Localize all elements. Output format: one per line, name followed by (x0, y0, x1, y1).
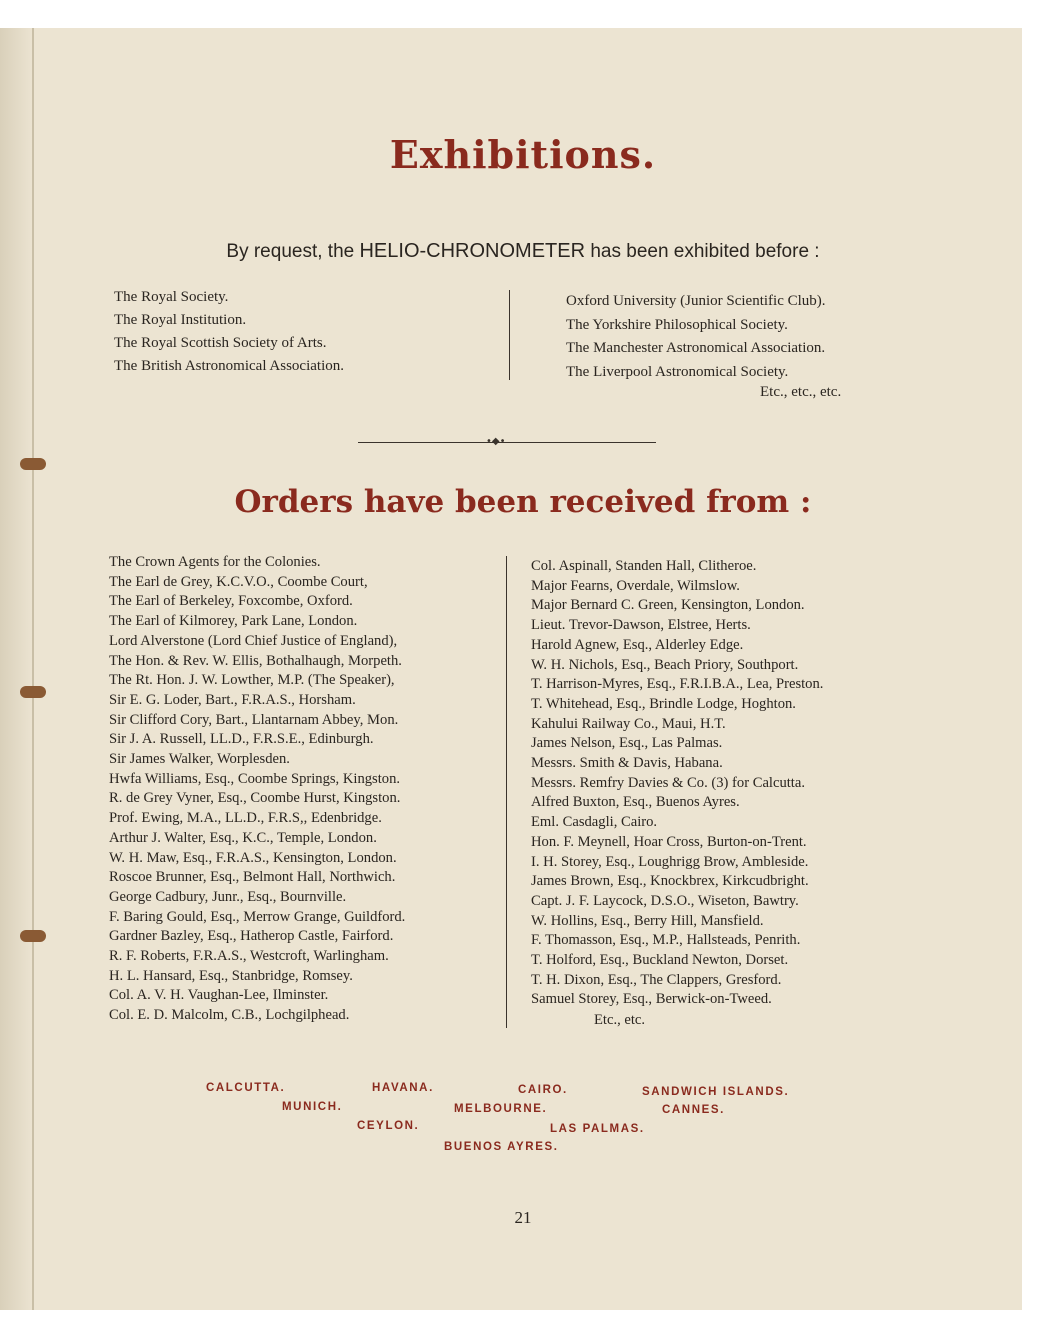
list-item: Col. A. V. H. Vaughan-Lee, Ilminster. (109, 987, 329, 1004)
intro-suffix: has been exhibited before : (585, 241, 820, 262)
column-divider (506, 556, 507, 1028)
rule-ornament: •◆• (486, 436, 506, 447)
list-item: Sir Clifford Cory, Bart., Llantarnam Abbey, Mon. (109, 711, 399, 728)
place-name: MELBOURNE. (454, 1103, 548, 1115)
list-item: James Nelson, Esq., Las Palmas. (531, 735, 723, 752)
list-item: T. H. Dixon, Esq., The Clappers, Gresford. (531, 971, 782, 988)
list-item: Major Fearns, Overdale, Wilmslow. (531, 577, 740, 594)
page-number: 21 (514, 1208, 532, 1227)
list-item: Col. E. D. Malcolm, C.B., Lochgilphead. (109, 1007, 350, 1024)
exhibitions-left-list (114, 286, 344, 378)
list-item: Samuel Storey, Esq., Berwick-on-Tweed. (531, 991, 772, 1008)
list-item: Messrs. Remfry Davies & Co. (3) for Calcutta. (531, 774, 805, 791)
list-item: R. de Grey Vyner, Esq., Coombe Hurst, Kingston. (109, 790, 401, 807)
list-item: Sir James Walker, Worplesden. (109, 751, 290, 768)
list-item: Harold Agnew, Esq., Alderley Edge. (531, 636, 744, 653)
list-item: T. Harrison-Myres, Esq., F.R.I.B.A., Lea, Preston. (531, 676, 824, 693)
place-name: LAS PALMAS. (550, 1123, 645, 1135)
list-item: George Cadbury, Junr., Esq., Bournville. (109, 888, 347, 905)
list-item: The Earl of Berkeley, Foxcombe, Oxford. (109, 593, 353, 610)
exhibitions-heading: Exhibitions. (389, 132, 657, 177)
list-item: Hwfa Williams, Esq., Coombe Springs, Kingston. (109, 770, 401, 787)
list-item: The Royal Institution. (114, 312, 247, 328)
list-item: Alfred Buxton, Esq., Buenos Ayres. (531, 794, 740, 811)
exhibitions-right-list (566, 290, 826, 384)
list-item: Hon. F. Meynell, Hoar Cross, Burton-on-Trent. (531, 833, 807, 850)
orders-right-list (531, 557, 823, 1010)
list-item: W. Hollins, Esq., Berry Hill, Mansfield. (531, 912, 764, 929)
list-item: The Liverpool Astronomical Society. (566, 363, 789, 380)
list-item: The Yorkshire Philosophical Society. (566, 316, 788, 333)
list-item: F. Baring Gould, Esq., Merrow Grange, Guildford. (109, 908, 406, 925)
list-item: Lieut. Trevor-Dawson, Elstree, Herts. (531, 617, 751, 634)
list-item: Major Bernard C. Green, Kensington, London. (531, 597, 805, 614)
place-name: BUENOS AYRES. (444, 1141, 559, 1153)
list-item: The Crown Agents for the Colonies. (109, 554, 321, 570)
binding-stitch (20, 458, 46, 470)
intro-instrument: HELIO-CHRONOMETER (359, 240, 586, 262)
list-item: Sir J. A. Russell, LL.D., F.R.S.E., Edinburgh. (109, 731, 374, 748)
exhibitions-intro (0, 240, 1046, 263)
list-item: Sir E. G. Loder, Bart., F.R.A.S., Horsham. (109, 691, 356, 708)
list-item: The British Astronomical Association. (114, 358, 344, 374)
list-item: T. Whitehead, Esq., Brindle Lodge, Hoghton. (531, 695, 796, 712)
book-gutter (0, 28, 34, 1310)
list-item: Col. Aspinall, Standen Hall, Clitheroe. (531, 558, 757, 574)
place-name: CEYLON. (357, 1120, 420, 1132)
place-name: CANNES. (662, 1104, 725, 1116)
orders-heading: Orders have been received from : (234, 484, 812, 520)
list-item: Kahului Railway Co., Maui, H.T. (531, 715, 726, 732)
list-item: I. H. Storey, Esq., Loughrigg Brow, Ambleside. (531, 853, 809, 870)
list-item: Lord Alverstone (Lord Chief Justice of England), (109, 632, 398, 649)
list-item: Capt. J. F. Laycock, D.S.O., Wiseton, Bawtry. (531, 892, 799, 909)
exhibitions-etc: Etc., etc., etc. (760, 384, 842, 400)
list-item: Prof. Ewing, M.A., LL.D., F.R.S,, Edenbridge. (109, 810, 382, 827)
intro-prefix: By request, the (226, 241, 360, 262)
list-item: James Brown, Esq., Knockbrex, Kirkcudbright. (531, 873, 809, 890)
place-name: CAIRO. (518, 1084, 568, 1096)
place-name: HAVANA. (372, 1082, 434, 1094)
list-item: The Royal Scottish Society of Arts. (114, 335, 327, 351)
place-name: SANDWICH ISLANDS. (642, 1086, 790, 1098)
orders-etc: Etc., etc. (594, 1012, 646, 1028)
list-item: Arthur J. Walter, Esq., K.C., Temple, London. (109, 829, 377, 846)
list-item: The Royal Society. (114, 289, 229, 305)
place-name: MUNICH. (282, 1101, 343, 1113)
binding-stitch (20, 686, 46, 698)
list-item: Eml. Casdagli, Cairo. (531, 814, 658, 831)
list-item: The Hon. & Rev. W. Ellis, Bothalhaugh, Morpeth. (109, 652, 402, 669)
column-divider (509, 290, 510, 380)
list-item: W. H. Maw, Esq., F.R.A.S., Kensington, London. (109, 849, 397, 866)
list-item: Gardner Bazley, Esq., Hatherop Castle, Fairford. (109, 928, 394, 945)
list-item: The Earl of Kilmorey, Park Lane, London. (109, 613, 358, 630)
list-item: W. H. Nichols, Esq., Beach Priory, Southport. (531, 656, 799, 673)
list-item: R. F. Roberts, F.R.A.S., Westcroft, Warlingham. (109, 948, 389, 965)
list-item: F. Thomasson, Esq., M.P., Hallsteads, Penrith. (531, 932, 801, 949)
list-item: H. L. Hansard, Esq., Stanbridge, Romsey. (109, 967, 353, 984)
orders-left-list (109, 553, 405, 1026)
list-item: The Rt. Hon. J. W. Lowther, M.P. (The Speaker), (109, 672, 395, 689)
section-rule (358, 442, 656, 443)
list-item: Messrs. Smith & Davis, Habana. (531, 755, 723, 772)
list-item: Oxford University (Junior Scientific Club). (566, 293, 826, 309)
binding-stitch (20, 930, 46, 942)
list-item: Roscoe Brunner, Esq., Belmont Hall, Northwich. (109, 869, 396, 886)
list-item: The Earl de Grey, K.C.V.O., Coombe Court, (109, 573, 368, 590)
place-name: CALCUTTA. (206, 1082, 286, 1094)
list-item: The Manchester Astronomical Association. (566, 340, 826, 356)
list-item: T. Holford, Esq., Buckland Newton, Dorset. (531, 952, 789, 969)
